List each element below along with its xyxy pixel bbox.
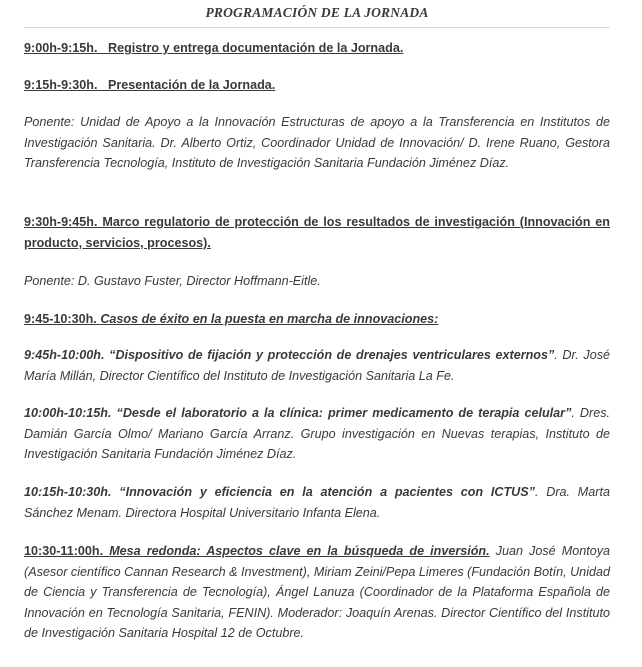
schedule-item-marco-regulatorio bbox=[24, 212, 610, 253]
talk-item-terapia-celular bbox=[24, 403, 610, 465]
item-gap bbox=[98, 41, 109, 55]
item-heading: Registro y entrega documentación de la Jornada. bbox=[108, 41, 404, 55]
talk-speaker: . Dra. Marta Sánchez Menam. Directora Hospital Universitario Infanta Elena. bbox=[24, 485, 610, 520]
item-heading: Mesa redonda: Aspectos clave en la búsqueda de inversión. bbox=[109, 544, 490, 558]
item-time: 9:15h-9:30h. bbox=[24, 78, 98, 92]
schedule-item-presentacion bbox=[24, 75, 610, 96]
talk-time: 9:45h-10:00h. bbox=[24, 348, 105, 362]
item-time: 10:30-11:00h. bbox=[24, 544, 104, 558]
item-heading: Casos de éxito en la puesta en marcha de innovaciones: bbox=[100, 312, 439, 326]
talk-time: 10:15h-10:30h. bbox=[24, 485, 112, 499]
item-heading: Marco regulatorio de protección de los resultados de investigación (Innovación en producto, servicios, procesos). bbox=[24, 215, 610, 250]
talk-title: “Innovación y eficiencia en la atención a pacientes con ICTUS” bbox=[119, 485, 535, 499]
speaker-paragraph: Ponente: Unidad de Apoyo a la Innovación Estructuras de apoyo a la Transferencia en Institutos de Investigación Sanitaria. Dr. Alberto Ortiz, Coordinador Unidad de Innovación/ D. Irene Ruano, Gestora Transferencia Tecnología, Instituto de Investigación Sanitaria Fundación Jiménez Díaz. bbox=[24, 115, 610, 170]
talk-item-ictus bbox=[24, 482, 610, 523]
panel-members: Juan José Montoya (Asesor científico Cannan Research & Investment), Miriam Zeini/Pepa Limeres (Fundación Botín, Unidad de Ciencia y Transferencia de Tecnología), Ángel Lanuza (Coordinador de la Plataforma Española de Innovación en Tecnología Sanitaria, FENIN). Moderador: Joaquín Arenas. Director Científico del Instituto de Investigación Sanitaria Hospital 12 de Octubre. bbox=[24, 544, 611, 640]
talk-time: 10:00h-10:15h. bbox=[24, 406, 112, 420]
talk-title: “Desde el laboratorio a la clínica: primer medicamento de terapia celular” bbox=[116, 406, 572, 420]
talk-speaker: . Dres. Damián García Olmo/ Mariano García Arranz. Grupo investigación en Nuevas terapias, Instituto de Investigación Sanitaria Fundación Jiménez Díaz. bbox=[24, 406, 610, 461]
schedule-item-casos-exito bbox=[24, 309, 610, 330]
speaker-paragraph: Ponente: D. Gustavo Fuster, Director Hoffmann-Eitle. bbox=[24, 274, 321, 288]
page-title: PROGRAMACIÓN DE LA JORNADA bbox=[205, 5, 429, 20]
schedule-item-registro bbox=[24, 38, 610, 59]
item-gap bbox=[98, 78, 109, 92]
talk-item-drenajes bbox=[24, 345, 610, 386]
talk-speaker: . Dr. José María Millán, Director Científico del Instituto de Investigación Sanitaria La Fe. bbox=[24, 348, 610, 383]
item-time: 9:30h-9:45h. bbox=[24, 215, 98, 229]
schedule-item-mesa-redonda bbox=[24, 541, 610, 644]
item-time: 9:00h-9:15h. bbox=[24, 41, 98, 55]
title-divider bbox=[24, 27, 610, 28]
document-page bbox=[24, 0, 611, 640]
item-time: 9:45-10:30h. bbox=[24, 312, 97, 326]
item-heading: Presentación de la Jornada. bbox=[108, 78, 276, 92]
talk-title: “Dispositivo de fijación y protección de drenajes ventriculares externos” bbox=[109, 348, 555, 362]
